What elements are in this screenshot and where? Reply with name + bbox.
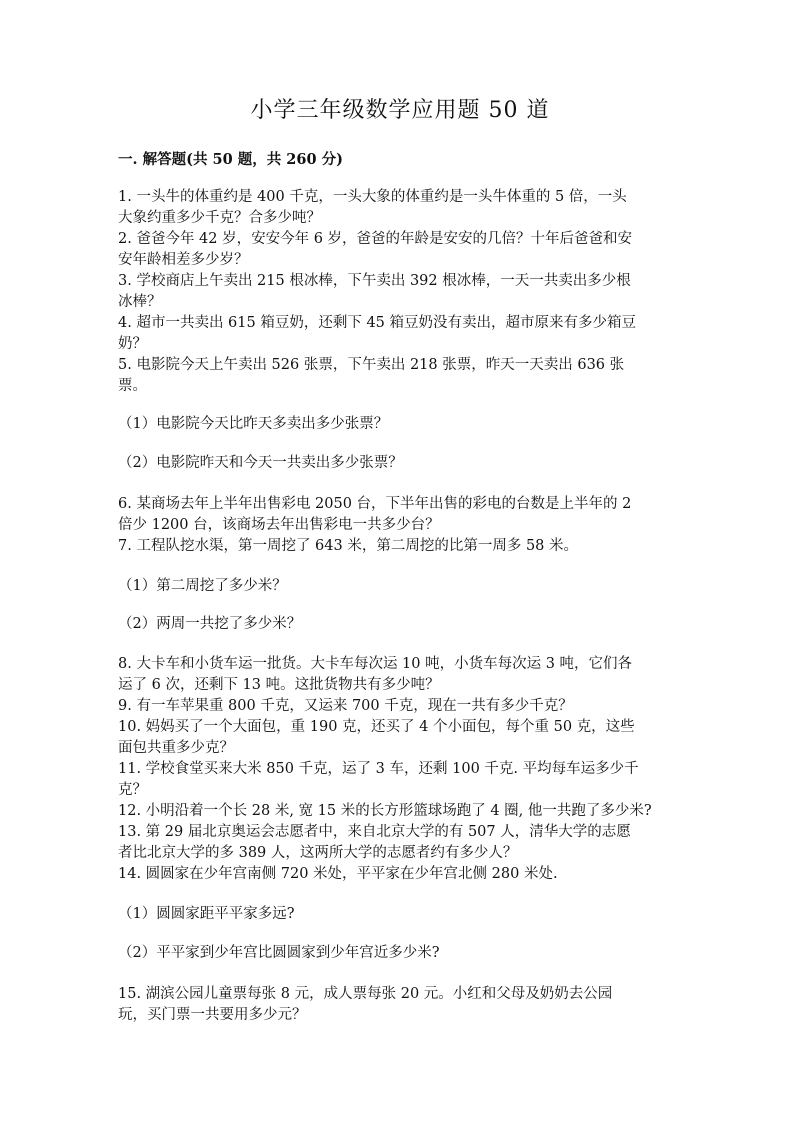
question-2-line-1: 2. 爸爸今年 42 岁，安安今年 6 岁，爸爸的年龄是安安的几倍？十年后爸爸和安 [118, 231, 633, 247]
question-7-sub-1: （1）第二周挖了多少米？ [118, 578, 287, 594]
question-8-line-1: 8. 大卡车和小货车运一批货。大卡车每次运 10 吨，小货车每次运 3 吨，它们各 [118, 656, 633, 672]
question-13-line-1: 13. 第 29 届北京奥运会志愿者中，来自北京大学的有 507 人，清华大学的志愿 [118, 824, 631, 840]
question-5-line-1: 5. 电影院今天上午卖出 526 张票，下午卖出 218 张票，昨天一天卖出 636 张 [118, 357, 625, 373]
question-15-line-1: 15. 湖滨公园儿童票每张 8 元，成人票每张 20 元。小红和父母及奶奶去公园 [118, 986, 613, 1002]
page-title: 小学三年级数学应用题 50 道 [250, 98, 550, 123]
question-14-sub-2: （2）平平家到少年宫比圆圆家到少年宫近多少米? [118, 945, 440, 961]
question-11-line-2: 克？ [118, 782, 147, 798]
question-10-line-2: 面包共重多少克？ [118, 740, 234, 756]
question-7-sub-2: （2）两周一共挖了多少米？ [118, 616, 302, 632]
question-8-line-2: 运了 6 次，还剩下 13 吨。这批货物共有多少吨？ [118, 677, 440, 693]
question-7-line-1: 7. 工程队挖水渠，第一周挖了 643 米，第二周挖的比第一周多 58 米。 [118, 538, 579, 554]
question-12-line-1: 12. 小明沿着一个长 28 米, 宽 15 米的长方形篮球场跑了 4 圈, 他一共跑了多少米? [118, 803, 652, 819]
question-9-line-1: 9. 有一车苹果重 800 千克，又运来 700 千克，现在一共有多少千克？ [118, 698, 573, 714]
question-10-line-1: 10. 妈妈买了一个大面包，重 190 克，还买了 4 个小面包，每个重 50 克，这些 [118, 719, 635, 735]
question-2-line-2: 安年龄相差多少岁？ [118, 252, 249, 268]
question-1-line-2: 大象约重多少千克？合多少吨？ [118, 210, 321, 226]
question-6-line-2: 倍少 1200 台，该商场去年出售彩电一共多少台？ [118, 517, 440, 533]
question-4-line-1: 4. 超市一共卖出 615 箱豆奶，还剩下 45 箱豆奶没有卖出，超市原来有多少箱豆 [118, 315, 637, 331]
question-14-sub-1: （1）圆圆家距平平家多远? [118, 906, 295, 922]
question-11-line-1: 11. 学校食堂买来大米 850 千克，运了 3 车，还剩 100 千克. 平均每车运多少千 [118, 761, 639, 777]
question-6-line-1: 6. 某商场去年上半年出售彩电 2050 台，下半年出售的彩电的台数是上半年的 2 [118, 496, 632, 512]
question-3-line-2: 冰棒？ [118, 294, 162, 310]
question-1-line-1: 1. 一头牛的体重约是 400 千克，一头大象的体重约是一头牛体重的 5 倍，一头 [118, 189, 627, 205]
question-3-line-1: 3. 学校商店上午卖出 215 根冰棒，下午卖出 392 根冰棒，一天一共卖出多少根 [118, 273, 631, 289]
question-5-sub-1: （1）电影院今天比昨天多卖出多少张票？ [118, 416, 389, 432]
section-heading: 一. 解答题(共 50 题，共 260 分) [118, 151, 343, 168]
question-15-line-2: 玩，买门票一共要用多少元？ [118, 1007, 307, 1023]
question-5-sub-2: （2）电影院昨天和今天一共卖出多少张票？ [118, 455, 403, 471]
question-4-line-2: 奶？ [118, 336, 147, 352]
question-13-line-2: 者比北京大学的多 389 人，这两所大学的志愿者约有多少人？ [118, 845, 518, 861]
question-14-line-1: 14. 圆圆家在少年宫南侧 720 米处，平平家在少年宫北侧 280 米处. [118, 866, 558, 882]
question-5-line-2: 票。 [118, 378, 147, 394]
